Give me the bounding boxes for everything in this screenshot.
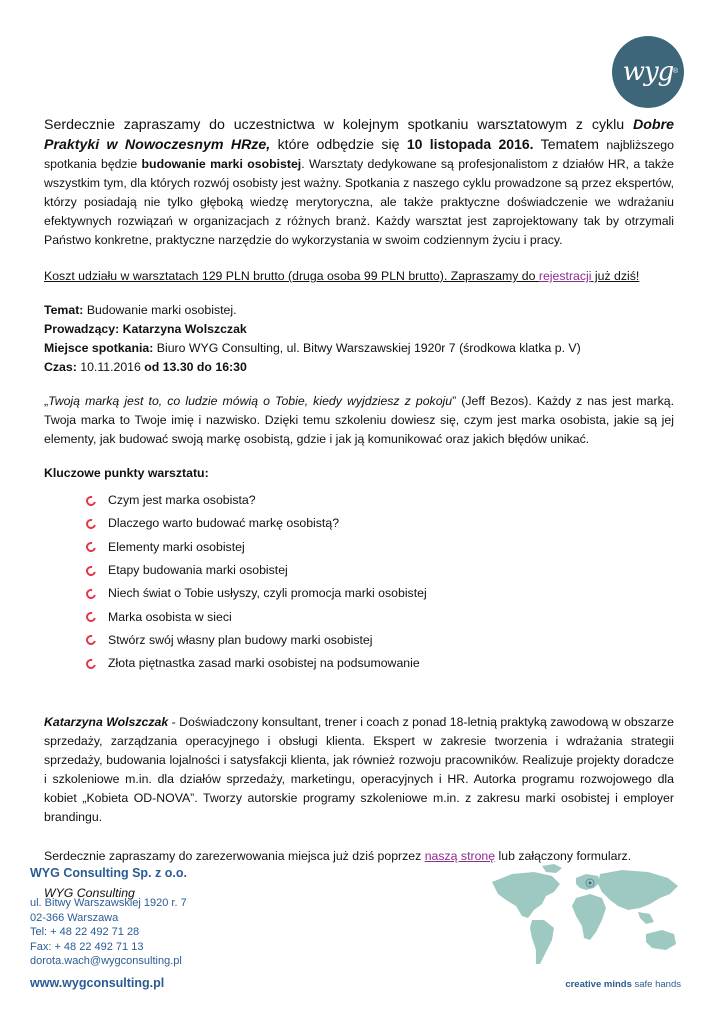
key-points-list <box>44 489 674 675</box>
footer-website[interactable]: www.wygconsulting.pl <box>30 976 165 990</box>
list-item: Dlaczego warto budować markę osobistą? <box>86 512 674 535</box>
event-details <box>44 301 674 377</box>
trainer-name: Katarzyna Wolszczak <box>44 715 169 730</box>
bullet-icon <box>84 564 98 578</box>
world-map-icon <box>482 860 692 975</box>
event-date: 10 listopada 2016. <box>406 136 534 152</box>
signature: WYG Consulting <box>44 886 135 901</box>
letter-body <box>44 116 674 903</box>
list-item: Etapy budowania marki osobistej <box>86 559 674 582</box>
logo-registered-mark: ® <box>672 68 678 75</box>
address-email[interactable]: dorota.wach@wygconsulting.pl <box>30 955 182 967</box>
list-item: Czym jest marka osobista? <box>86 489 674 512</box>
footer-address <box>30 896 187 969</box>
list-item: Elementy marki osobistej <box>86 536 674 559</box>
quote-text: Twoją marką jest to, co ludzie mówią o Tobie, kiedy wyjdziesz z pokoju <box>48 394 453 408</box>
list-item: Marka osobista w sieci <box>86 605 674 628</box>
trainer-bio: Katarzyna Wolszczak - Doświadczony konsultant, trener i coach z ponad 18-letnią praktyką zawodową w obszarze sprzedaży, zarządzania operacyjnego i obsługi klienta. Ekspert w zakresie tworzenia i wdrażania strategii sprzedaży, budowania lojalności i satysfakcji klienta, jak również rozwoju pracowników. Realizuje projekty doradcze i szkoleniowe m.in. dla działów sprzedaży, marketingu, operacyjnych i HR. Autorka programu rozwojowego dla kobiet „Kobieta OD-NOVA”. Tworzy autorskie programy szkoleniowe m.in. z zakresu marki osobistej i employer brandingu. <box>44 715 674 825</box>
footer-tagline: creative minds safe hands <box>565 979 681 990</box>
registration-link[interactable]: rejestracji <box>538 269 592 283</box>
detail-host: Prowadzący: Katarzyna Wolszczak <box>44 322 247 336</box>
invite-line: Serdecznie zapraszamy do zarezerwowania miejsca już dziś poprzez naszą stronę lub załączony formularz. <box>44 849 632 864</box>
list-item: Stwórz swój własny plan budowy marki osobistej <box>86 629 674 652</box>
detail-topic: Temat: Budowanie marki osobistej. <box>44 303 237 317</box>
footer-company: WYG Consulting Sp. z o.o. <box>30 866 187 880</box>
bullet-icon <box>84 540 98 554</box>
series-name: Dobre Praktyki w Nowoczesnym HRze, <box>44 117 674 153</box>
address-phone: Tel: + 48 22 492 71 28 <box>30 926 140 938</box>
intro-paragraph: Serdecznie zapraszamy do uczestnictwa w kolejnym spotkaniu warsztatowym z cyklu Dobre Praktyki w Nowoczesnym HRze, które odbędzie się 10 listopada 2016. Tematem najbliższego spotkania będzie budowanie marki osobistej. Warsztaty dedykowane są profesjonalistom z działów HR, a także wszystkim tym, dla których rozwój osobisty jest ważny. Spotkania z naszego cyklu prowadzone są przez ekspertów, którzy posiadają nie tylko głęboką wiedzę merytoryczna, ale także praktyczne doświadczenie we wdrażaniu efektywnych rozwiązań w organizacjach z różnych branż. Każdy warsztat jest zaprojektowany tak by otrzymali Państwo konkretne, praktyczne narzędzie do wykorzystania w swoim codziennym życiu i pracy. <box>44 117 674 247</box>
bullet-icon <box>84 494 98 508</box>
address-city: 02-366 Warszawa <box>30 911 119 924</box>
bullet-icon <box>84 517 98 531</box>
bullet-icon <box>84 657 98 671</box>
address-street: ul. Bitwy Warszawskiej 1920 r. 7 <box>30 897 187 909</box>
quote-paragraph: „Twoją marką jest to, co ludzie mówią o Tobie, kiedy wyjdziesz z pokoju” (Jeff Bezos). Każdy z nas jest marką. Twoja marka to Twoje imię i nazwisko. Dzięki temu szkoleniu dowiesz się, czym jest marka osobista, jakie są jej elementy, jak budować swoją markę osobistą, gdzie i jak ją komunikować oraz jakich błędów unikać. <box>44 394 674 446</box>
bullet-icon <box>84 634 98 648</box>
list-item: Złota piętnastka zasad marki osobistej na podsumowanie <box>86 652 674 675</box>
bullet-icon <box>84 587 98 601</box>
list-item: Niech świat o Tobie usłyszy, czyli promocja marki osobistej <box>86 582 674 605</box>
event-topic: budowanie marki osobistej <box>141 157 302 171</box>
address-fax: Fax: + 48 22 492 71 13 <box>30 940 144 953</box>
detail-place: Miejsce spotkania: Biuro WYG Consulting, ul. Bitwy Warszawskiej 1920r 7 (środkowa klatka p. V) <box>44 341 581 355</box>
logo-text: wyg <box>622 57 674 87</box>
cost-line: Koszt udziału w warsztatach 129 PLN brutto (druga osoba 99 PLN brutto). Zapraszamy do rejestracji już dziś! <box>44 269 640 283</box>
intro-lead: Serdecznie zapraszamy do uczestnictwa w kolejnym spotkaniu warsztatowym z cyklu Dobre Praktyki w Nowoczesnym HRze, które odbędzie się 10 listopada 2016. Tematem <box>44 117 674 153</box>
wyg-logo <box>612 36 684 108</box>
key-points-heading: Kluczowe punkty warsztatu: <box>44 466 209 480</box>
footer <box>30 866 695 1016</box>
detail-time: Czas: 10.11.2016 od 13.30 do 16:30 <box>44 360 247 374</box>
bullet-icon <box>84 610 98 624</box>
website-link[interactable]: naszą stronę <box>424 849 496 864</box>
